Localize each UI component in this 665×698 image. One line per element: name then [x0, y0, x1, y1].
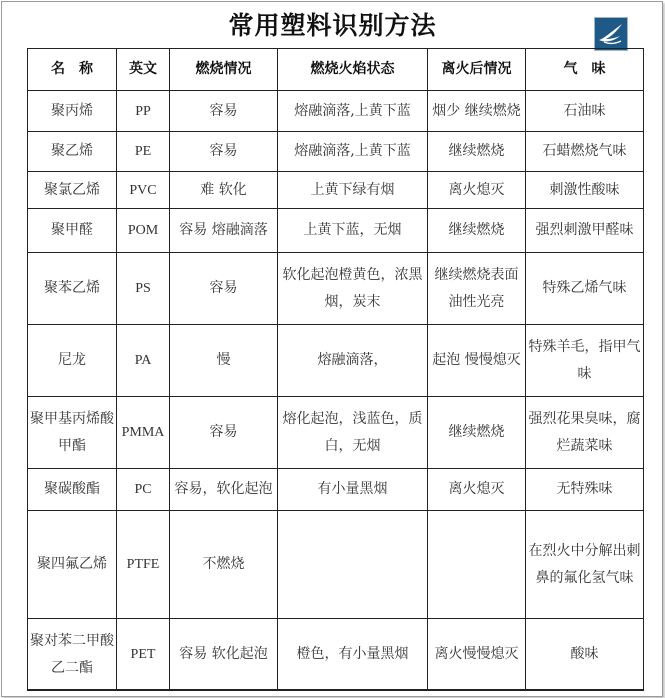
- cell-flame: 熔融滴落,上黄下蓝: [278, 91, 428, 132]
- header-after-fire: 离火后情况: [428, 49, 526, 91]
- cell-smell: 石蜡燃烧气味: [526, 132, 644, 172]
- cell-english: PTFE: [117, 511, 170, 619]
- cell-name: 聚乙烯: [28, 132, 117, 172]
- cell-name: 聚丙烯: [28, 91, 117, 132]
- table-row: [28, 253, 644, 325]
- cell-flame: 熔融滴落，: [278, 325, 428, 397]
- cell-after-fire: 离火熄灭: [428, 172, 526, 209]
- table-row: [28, 619, 644, 691]
- cell-name: 聚四氟乙烯: [28, 511, 117, 619]
- cell-after-fire: 继续燃烧: [428, 132, 526, 172]
- table-row: [28, 325, 644, 397]
- cell-smell: 酸味: [526, 619, 644, 691]
- table-row: [28, 172, 644, 209]
- cell-english: PET: [117, 619, 170, 691]
- cell-flame: 熔化起泡，浅蓝色，质白，无烟: [278, 397, 428, 469]
- cell-flame: [278, 511, 428, 619]
- cell-english: PP: [117, 91, 170, 132]
- cell-after-fire: 继续燃烧表面油性光亮: [428, 253, 526, 325]
- cell-name: 聚碳酸酯: [28, 469, 117, 511]
- cell-flame: 软化起泡橙黄色，浓黑烟，炭末: [278, 253, 428, 325]
- cell-english: PC: [117, 469, 170, 511]
- cell-burning: 容易 软化起泡: [170, 619, 278, 691]
- cell-english: PS: [117, 253, 170, 325]
- header-row: [28, 49, 644, 91]
- cell-after-fire: 烟少 继续燃烧: [428, 91, 526, 132]
- cell-flame: 熔融滴落,上黄下蓝: [278, 132, 428, 172]
- cell-after-fire: 离火慢慢熄灭: [428, 619, 526, 691]
- cell-burning: 容易，软化起泡: [170, 469, 278, 511]
- cell-burning: 容易: [170, 132, 278, 172]
- cell-after-fire: 离火熄灭: [428, 469, 526, 511]
- page-title: 常用塑料识别方法: [228, 11, 437, 40]
- cell-english: POM: [117, 209, 170, 253]
- cell-flame: 橙色，有小量黑烟: [278, 619, 428, 691]
- cell-burning: 难 软化: [170, 172, 278, 209]
- cell-smell: 特殊乙烯气味: [526, 253, 644, 325]
- cell-flame: 有小量黑烟: [278, 469, 428, 511]
- cell-burning: 容易: [170, 397, 278, 469]
- header-flame: 燃烧火焰状态: [278, 49, 428, 91]
- cell-after-fire: 继续燃烧: [428, 397, 526, 469]
- cell-after-fire: [428, 511, 526, 619]
- table-row: [28, 469, 644, 511]
- cell-burning: 容易: [170, 253, 278, 325]
- cell-after-fire: 继续燃烧: [428, 209, 526, 253]
- plastics-identification-table: [27, 48, 644, 691]
- header-english: 英文: [117, 49, 170, 91]
- cell-burning: 不燃烧: [170, 511, 278, 619]
- cell-smell: 强烈刺激甲醛味: [526, 209, 644, 253]
- cell-smell: 强烈花果臭味，腐烂蔬菜味: [526, 397, 644, 469]
- bird-logo-icon: [594, 17, 628, 51]
- cell-name: 聚苯乙烯: [28, 253, 117, 325]
- cell-english: PVC: [117, 172, 170, 209]
- cell-burning: 慢: [170, 325, 278, 397]
- cell-english: PE: [117, 132, 170, 172]
- cell-smell: 刺激性酸味: [526, 172, 644, 209]
- header-name: 名 称: [28, 49, 117, 91]
- table-row: [28, 511, 644, 619]
- table-row: [28, 397, 644, 469]
- cell-burning: 容易 熔融滴落: [170, 209, 278, 253]
- header-smell: 气 味: [526, 49, 644, 91]
- cell-smell: 石油味: [526, 91, 644, 132]
- table-bottom-rule: [27, 689, 643, 690]
- cell-burning: 容易: [170, 91, 278, 132]
- cell-smell: 无特殊味: [526, 469, 644, 511]
- table-row: [28, 132, 644, 172]
- cell-name: 聚甲醛: [28, 209, 117, 253]
- cell-english: PA: [117, 325, 170, 397]
- cell-english: PMMA: [117, 397, 170, 469]
- cell-smell: 特殊羊毛，指甲气味: [526, 325, 644, 397]
- cell-name: 聚对苯二甲酸乙二酯: [28, 619, 117, 691]
- header-burning: 燃烧情况: [170, 49, 278, 91]
- cell-after-fire: 起泡 慢慢熄灭: [428, 325, 526, 397]
- table-row: [28, 91, 644, 132]
- cell-name: 聚甲基丙烯酸甲酯: [28, 397, 117, 469]
- table-row: [28, 209, 644, 253]
- cell-name: 尼龙: [28, 325, 117, 397]
- cell-name: 聚氯乙烯: [28, 172, 117, 209]
- cell-smell: 在烈火中分解出刺鼻的氟化氢气味: [526, 511, 644, 619]
- cell-flame: 上黄下绿有烟: [278, 172, 428, 209]
- cell-flame: 上黄下蓝，无烟: [278, 209, 428, 253]
